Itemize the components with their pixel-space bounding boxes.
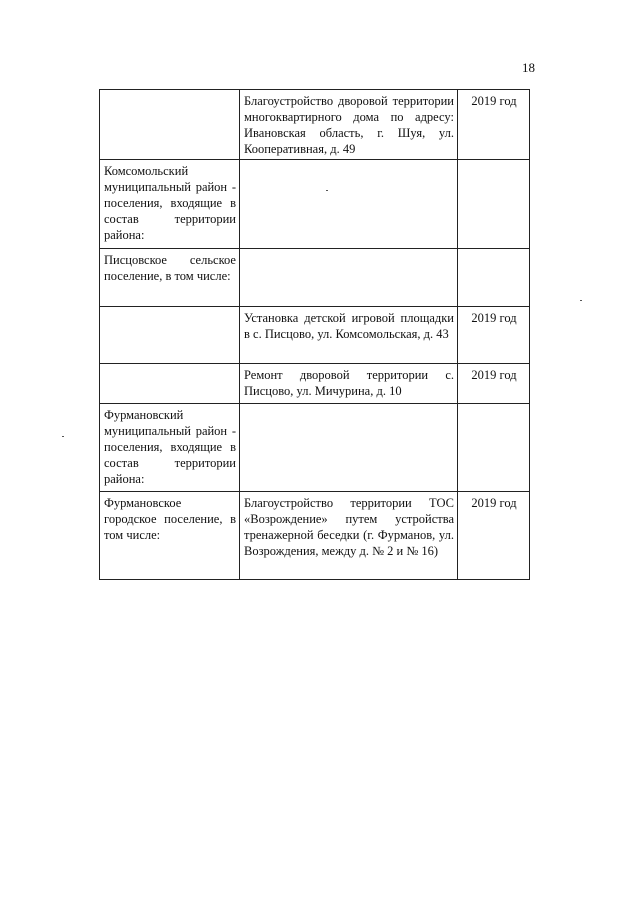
table-row: [100, 364, 530, 404]
municipality-cell: [100, 307, 240, 364]
page-number: 18: [522, 60, 535, 75]
project-cell: [240, 160, 458, 249]
year-cell: [458, 404, 530, 492]
project-cell: [240, 404, 458, 492]
year-cell: [458, 249, 530, 307]
table-row: [100, 492, 530, 580]
year-cell: 2019 год: [458, 307, 530, 364]
project-cell: Благоустройство территории ТОС «Возрождение» путем устройства тренажерной беседки (г. Фурманов, ул. Возрождения, между д. № 2 и № 16): [240, 492, 458, 580]
project-cell: [240, 249, 458, 307]
table-row: [100, 404, 530, 492]
table-row: [100, 249, 530, 307]
project-cell: Установка детской игровой площадки в с. Писцово, ул. Комсомольская, д. 43: [240, 307, 458, 364]
table-row: [100, 160, 530, 249]
scan-speck: [580, 300, 582, 301]
year-cell: 2019 год: [458, 90, 530, 160]
municipality-cell: [100, 364, 240, 404]
municipality-cell: Фурмановский муниципальный район - поселения, входящие в состав территории района:: [100, 404, 240, 492]
municipality-cell: Фурмановское городское поселение, в том числе:: [100, 492, 240, 580]
table-row: [100, 90, 530, 160]
project-cell: Ремонт дворовой территории с. Писцово, ул. Мичурина, д. 10: [240, 364, 458, 404]
scan-speck: [326, 190, 328, 191]
municipality-cell: Писцовское сельское поселение, в том числе:: [100, 249, 240, 307]
municipality-cell: Комсомольский муниципальный район - поселения, входящие в состав территории района:: [100, 160, 240, 249]
year-cell: 2019 год: [458, 492, 530, 580]
municipality-cell: [100, 90, 240, 160]
year-cell: [458, 160, 530, 249]
project-cell: Благоустройство дворовой территории многоквартирного дома по адресу: Ивановская область, г. Шуя, ул. Кооперативная, д. 49: [240, 90, 458, 160]
scan-speck: [62, 436, 64, 437]
table-row: [100, 307, 530, 364]
projects-table: [99, 89, 530, 580]
year-cell: 2019 год: [458, 364, 530, 404]
